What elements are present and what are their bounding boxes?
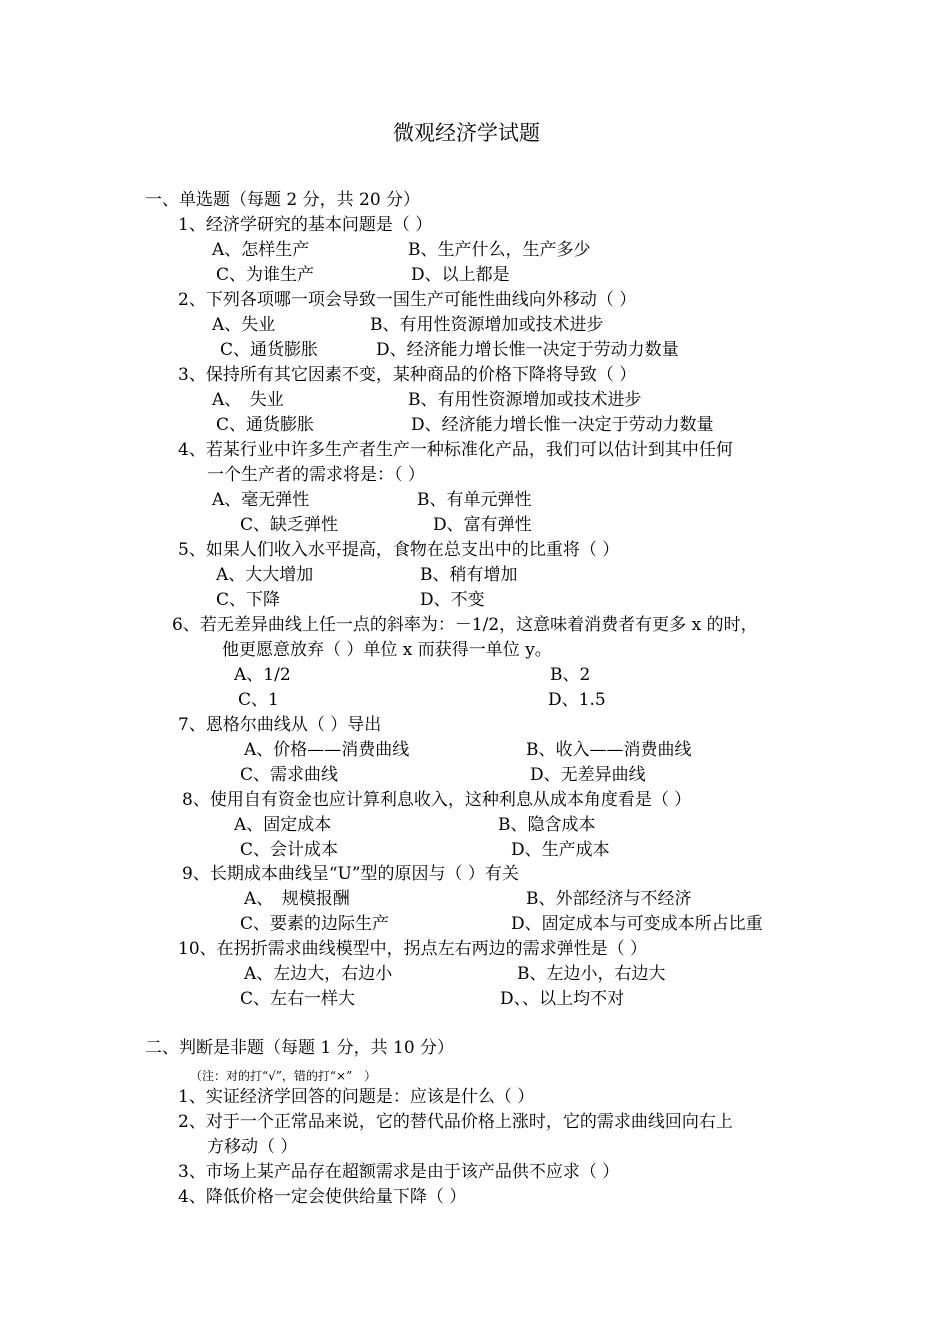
option-d: D、生产成本 — [511, 840, 610, 860]
instruction-note: （注：对的打“√”，错的打“×” ） — [190, 1069, 377, 1083]
question-stem: 7、恩格尔曲线从（ ）导出 — [178, 715, 382, 735]
option-a: A、固定成本 — [234, 815, 332, 835]
judgment-item: 3、市场上某产品存在超额需求是由于该产品供不应求（ ） — [178, 1162, 620, 1182]
option-d: D、经济能力增长惟一决定于劳动力数量 — [376, 340, 679, 360]
question-stem-continued: 他更愿意放弃（ ）单位 x 而获得一单位 y。 — [222, 640, 552, 660]
option-c: C、需求曲线 — [240, 765, 339, 785]
option-c: C、要素的边际生产 — [240, 914, 390, 934]
option-a: A、价格——消费曲线 — [244, 740, 410, 760]
option-c: C、下降 — [216, 590, 281, 610]
option-c: C、为谁生产 — [216, 265, 315, 285]
option-b: B、收入——消费曲线 — [526, 740, 692, 760]
option-b: B、隐含成本 — [498, 815, 596, 835]
question-stem: 10、在拐折需求曲线模型中，拐点左右两边的需求弹性是（ ） — [178, 939, 648, 959]
option-d: D、、以上均不对 — [500, 989, 625, 1009]
option-b: B、2 — [550, 665, 591, 685]
option-b: B、左边小，右边大 — [517, 964, 666, 984]
question-stem: 6、若无差异曲线上任一点的斜率为：－1/2，这意味着消费者有更多 x 的时， — [172, 615, 758, 635]
option-d: D、固定成本与可变成本所占比重 — [511, 914, 763, 934]
option-a: A、失业 — [212, 315, 276, 335]
option-d: D、无差异曲线 — [530, 765, 646, 785]
option-c: C、左右一样大 — [240, 989, 356, 1009]
option-d: D、以上都是 — [411, 265, 510, 285]
option-a: A、左边大，右边小 — [244, 964, 393, 984]
question-stem: 1、经济学研究的基本问题是（ ） — [178, 215, 433, 235]
option-b: B、外部经济与不经济 — [526, 889, 692, 909]
option-a: A、怎样生产 — [212, 240, 310, 260]
judgment-item: 4、降低价格一定会使供给量下降（ ） — [178, 1187, 467, 1207]
option-a: A、 规模报酬 — [244, 889, 350, 909]
section-heading-true-false: 二、判断是非题（每题 1 分，共 10 分） — [145, 1038, 455, 1058]
question-stem: 4、若某行业中许多生产者生产一种标准化产品，我们可以估计到其中任何 — [178, 440, 733, 460]
option-c: C、通货膨胀 — [216, 415, 315, 435]
option-c: C、1 — [238, 690, 279, 710]
question-stem: 8、使用自有资金也应计算利息收入，这种利息从成本角度看是（ ） — [182, 790, 692, 810]
option-b: B、有单元弹性 — [417, 490, 532, 510]
question-stem: 2、下列各项哪一项会导致一国生产可能性曲线向外移动（ ） — [178, 290, 637, 310]
option-d: D、不变 — [420, 590, 485, 610]
option-a: A、毫无弹性 — [212, 490, 310, 510]
question-stem: 3、保持所有其它因素不变，某种商品的价格下降将导致（ ） — [178, 365, 637, 385]
option-d: D、1.5 — [548, 690, 606, 710]
option-c: C、通货膨胀 — [220, 340, 319, 360]
section-heading-single-choice: 一、单选题（每题 2 分，共 20 分） — [145, 190, 421, 210]
option-a: A、大大增加 — [216, 565, 314, 585]
option-a: A、 失业 — [212, 390, 284, 410]
option-c: C、会计成本 — [240, 840, 339, 860]
option-c: C、缺乏弹性 — [240, 515, 339, 535]
page-title: 微观经济学试题 — [393, 121, 540, 145]
option-d: D、经济能力增长惟一决定于劳动力数量 — [411, 415, 714, 435]
option-b: B、稍有增加 — [420, 565, 518, 585]
option-b: B、有用性资源增加或技术进步 — [408, 390, 642, 410]
option-b: B、有用性资源增加或技术进步 — [370, 315, 604, 335]
judgment-item-continued: 方移动（ ） — [207, 1137, 298, 1157]
judgment-item: 1、实证经济学回答的问题是：应该是什么（ ） — [178, 1087, 535, 1107]
option-a: A、1/2 — [234, 665, 291, 685]
question-stem: 5、如果人们收入水平提高，食物在总支出中的比重将（ ） — [178, 540, 620, 560]
judgment-item: 2、对于一个正常品来说，它的替代品价格上涨时，它的需求曲线回向右上 — [178, 1112, 733, 1132]
question-stem-continued: 一个生产者的需求将是：（ ） — [207, 465, 425, 485]
option-b: B、生产什么，生产多少 — [408, 240, 591, 260]
question-stem: 9、长期成本曲线呈“U”型的原因与（ ）有关 — [182, 864, 519, 884]
option-d: D、富有弹性 — [433, 515, 532, 535]
